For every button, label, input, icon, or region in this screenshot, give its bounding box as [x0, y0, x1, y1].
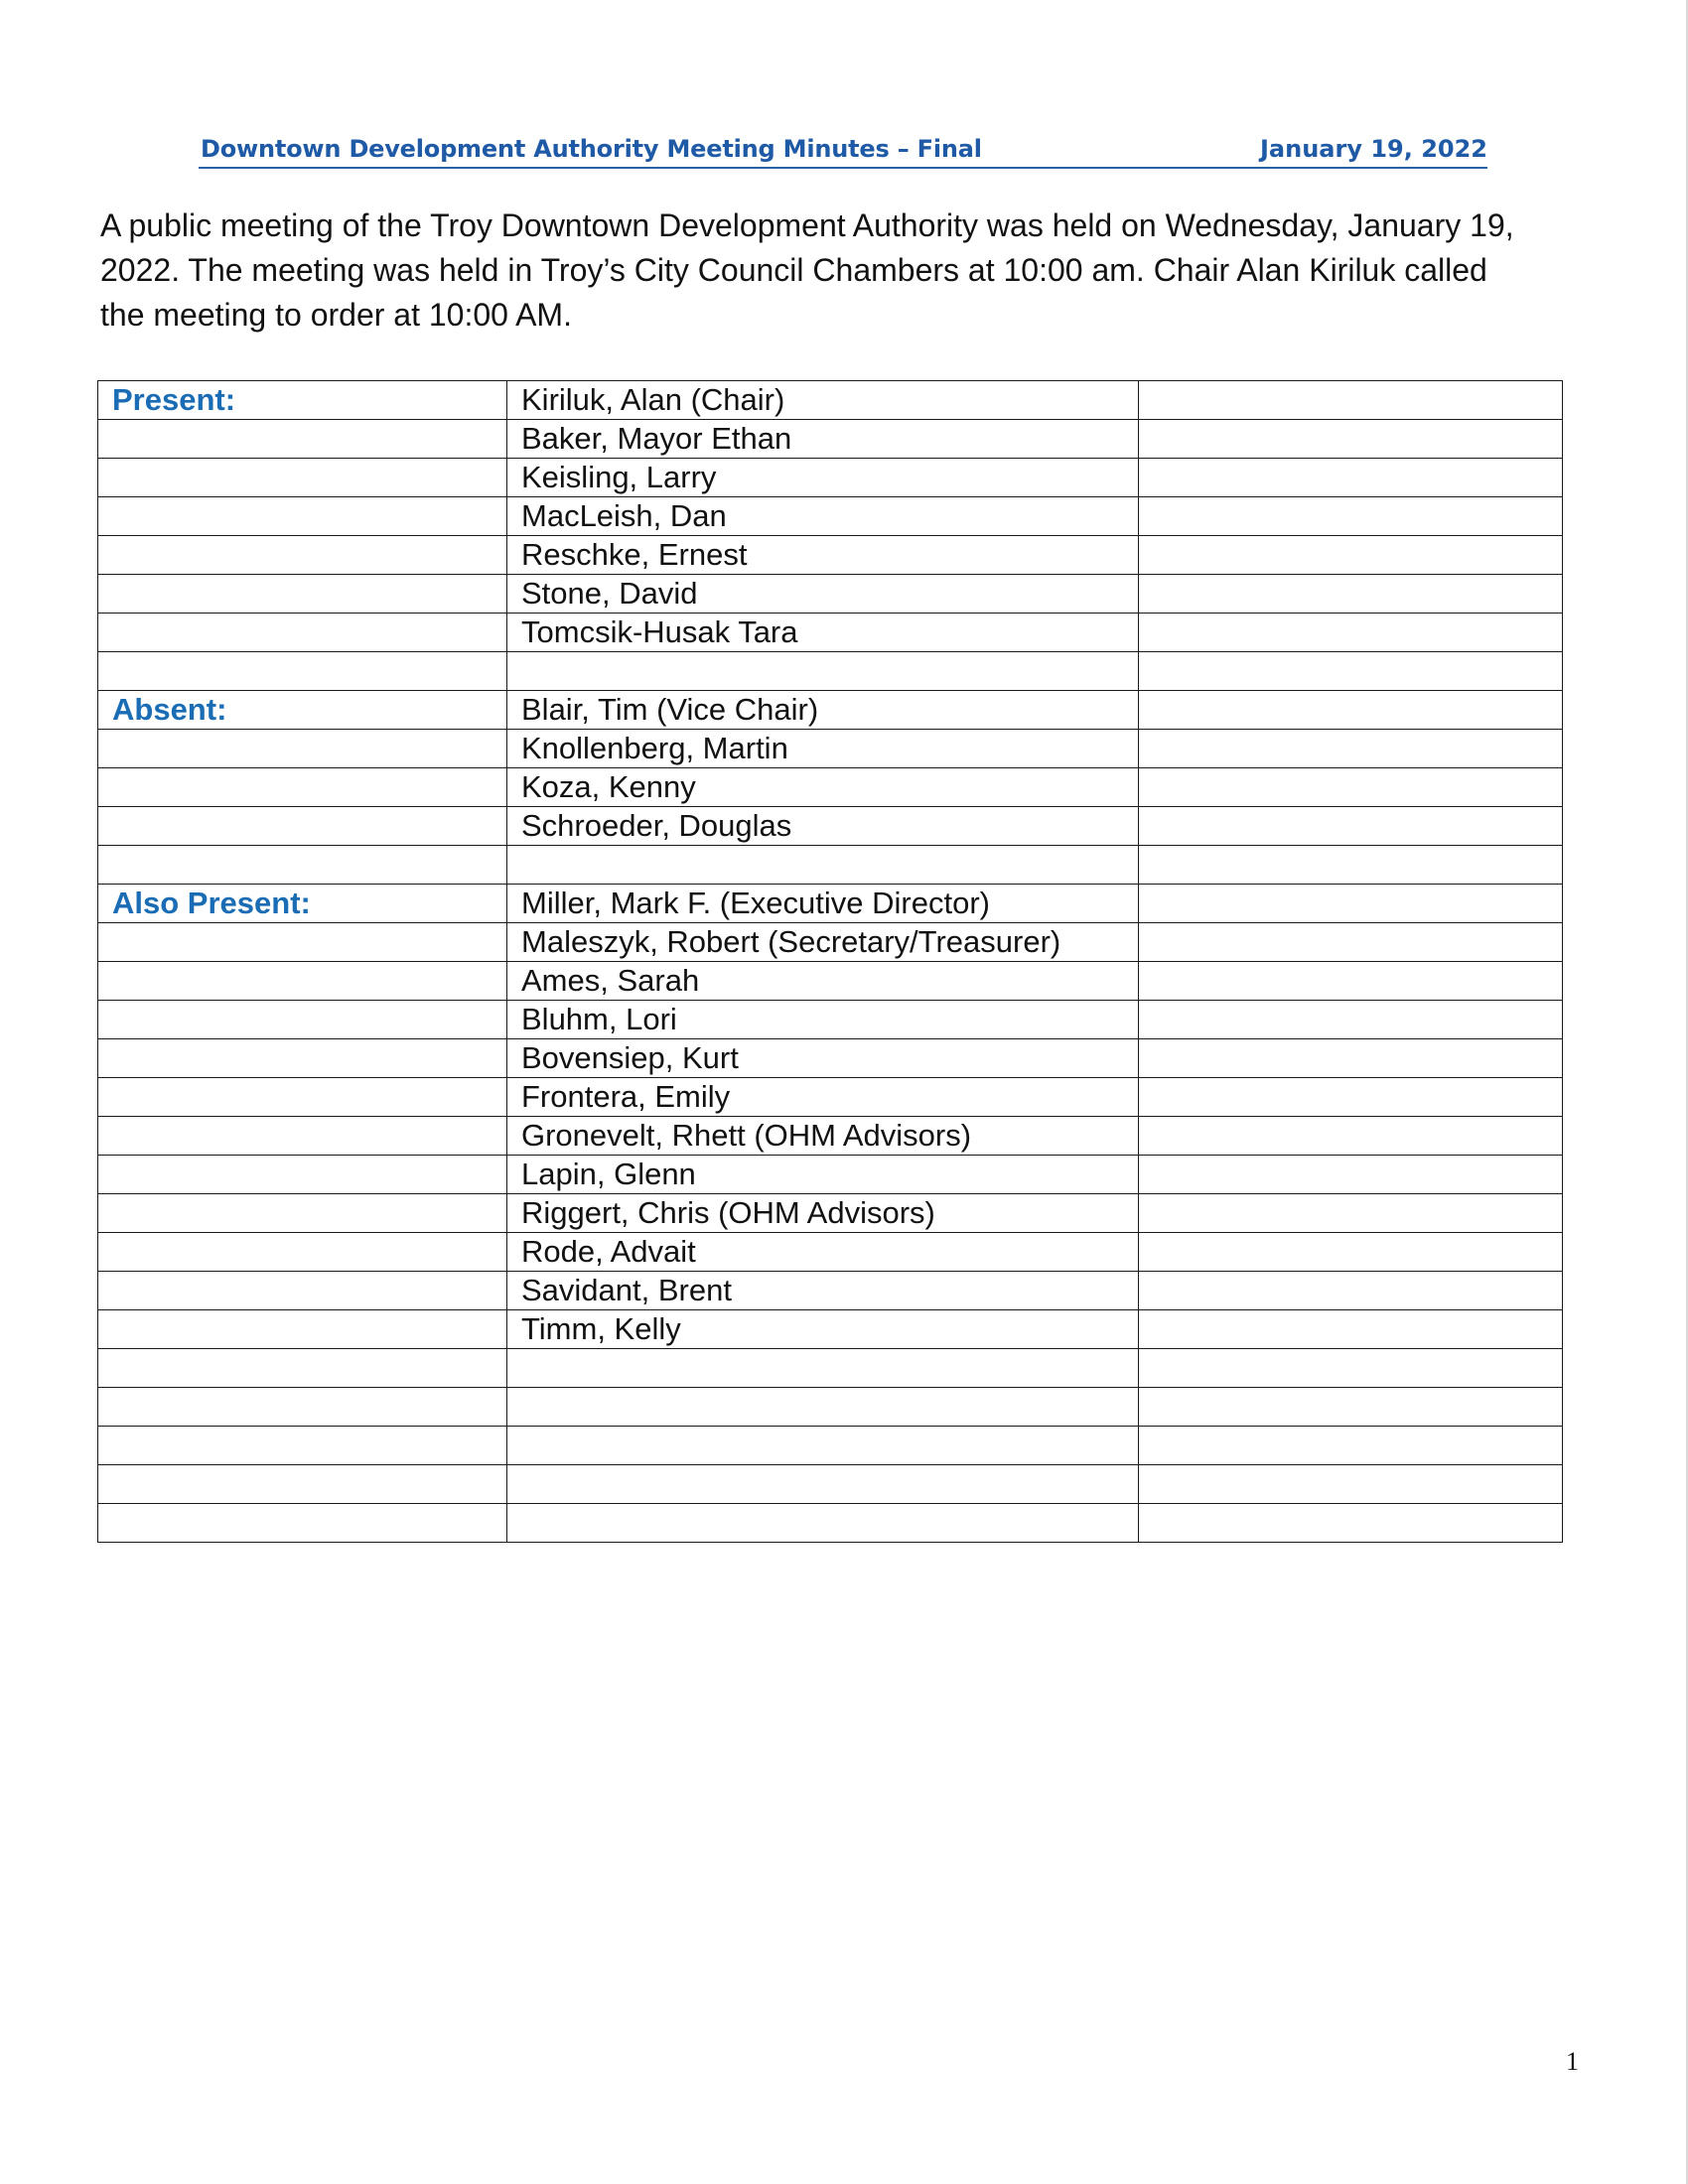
empty-cell	[1139, 459, 1563, 497]
empty-cell	[1139, 1504, 1563, 1543]
table-row	[98, 1001, 1563, 1039]
table-row	[98, 497, 1563, 536]
empty-cell	[1139, 1194, 1563, 1233]
empty-cell	[1139, 1465, 1563, 1504]
attendee-name-cell	[507, 846, 1139, 885]
section-label-cell	[98, 1272, 507, 1310]
attendee-name-cell: Bluhm, Lori	[507, 1001, 1139, 1039]
attendee-name-cell: Reschke, Ernest	[507, 536, 1139, 575]
attendee-name-cell: Timm, Kelly	[507, 1310, 1139, 1349]
empty-cell	[1139, 1078, 1563, 1117]
table-row	[98, 381, 1563, 420]
empty-cell	[1139, 575, 1563, 614]
empty-cell	[1139, 1001, 1563, 1039]
section-label-cell	[98, 614, 507, 652]
section-label-cell	[98, 1117, 507, 1156]
attendee-name-cell	[507, 1465, 1139, 1504]
attendee-name-cell: Ames, Sarah	[507, 962, 1139, 1001]
attendee-name-cell: Baker, Mayor Ethan	[507, 420, 1139, 459]
attendee-name-cell: Frontera, Emily	[507, 1078, 1139, 1117]
attendee-name-cell: Schroeder, Douglas	[507, 807, 1139, 846]
empty-cell	[1139, 1427, 1563, 1465]
section-label-cell	[98, 1039, 507, 1078]
intro-line: A public meeting of the Troy Downtown Development Authority was held on Wednesday, January 19,	[100, 207, 1514, 243]
empty-cell	[1139, 1117, 1563, 1156]
attendee-name-cell: Riggert, Chris (OHM Advisors)	[507, 1194, 1139, 1233]
section-label-cell	[98, 652, 507, 691]
empty-cell	[1139, 1272, 1563, 1310]
section-label-cell	[98, 807, 507, 846]
table-row	[98, 691, 1563, 730]
empty-cell	[1139, 730, 1563, 768]
section-label-cell	[98, 730, 507, 768]
attendee-name-cell: Savidant, Brent	[507, 1272, 1139, 1310]
attendee-name-cell: Bovensiep, Kurt	[507, 1039, 1139, 1078]
table-row	[98, 420, 1563, 459]
section-label-cell: Absent:	[98, 691, 507, 730]
section-label-cell: Also Present:	[98, 885, 507, 923]
table-row	[98, 614, 1563, 652]
header-date: January 19, 2022	[1260, 135, 1487, 163]
table-row	[98, 962, 1563, 1001]
empty-cell	[1139, 1310, 1563, 1349]
empty-cell	[1139, 923, 1563, 962]
section-label-cell	[98, 420, 507, 459]
attendee-name-cell: Stone, David	[507, 575, 1139, 614]
table-row	[98, 1156, 1563, 1194]
empty-cell	[1139, 807, 1563, 846]
empty-cell	[1139, 1156, 1563, 1194]
empty-cell	[1139, 846, 1563, 885]
table-row	[98, 1349, 1563, 1388]
section-label-cell	[98, 768, 507, 807]
section-label-cell	[98, 536, 507, 575]
page-number: 1	[1566, 2047, 1579, 2076]
empty-cell	[1139, 614, 1563, 652]
empty-cell	[1139, 1233, 1563, 1272]
empty-cell	[1139, 652, 1563, 691]
empty-cell	[1139, 420, 1563, 459]
section-label-cell: Present:	[98, 381, 507, 420]
table-row	[98, 652, 1563, 691]
table-row	[98, 1388, 1563, 1427]
attendee-name-cell: Keisling, Larry	[507, 459, 1139, 497]
attendee-name-cell: Maleszyk, Robert (Secretary/Treasurer)	[507, 923, 1139, 962]
section-label-cell	[98, 1233, 507, 1272]
intro-paragraph	[100, 204, 1590, 338]
table-row	[98, 923, 1563, 962]
attendee-name-cell: Koza, Kenny	[507, 768, 1139, 807]
attendee-name-cell: MacLeish, Dan	[507, 497, 1139, 536]
empty-cell	[1139, 768, 1563, 807]
attendee-name-cell	[507, 1388, 1139, 1427]
table-row	[98, 1078, 1563, 1117]
table-row	[98, 1465, 1563, 1504]
attendee-name-cell: Lapin, Glenn	[507, 1156, 1139, 1194]
table-row	[98, 1504, 1563, 1543]
section-label-cell	[98, 1001, 507, 1039]
section-label-cell	[98, 1078, 507, 1117]
attendee-name-cell	[507, 1349, 1139, 1388]
empty-cell	[1139, 1388, 1563, 1427]
section-label-cell	[98, 962, 507, 1001]
table-row	[98, 885, 1563, 923]
section-label-cell	[98, 846, 507, 885]
table-row	[98, 1039, 1563, 1078]
section-label-cell	[98, 1156, 507, 1194]
table-row	[98, 730, 1563, 768]
section-label-cell	[98, 1388, 507, 1427]
section-label-cell	[98, 1310, 507, 1349]
attendee-name-cell: Blair, Tim (Vice Chair)	[507, 691, 1139, 730]
table-row	[98, 536, 1563, 575]
attendee-name-cell: Gronevelt, Rhett (OHM Advisors)	[507, 1117, 1139, 1156]
empty-cell	[1139, 381, 1563, 420]
empty-cell	[1139, 885, 1563, 923]
table-row	[98, 1194, 1563, 1233]
empty-cell	[1139, 691, 1563, 730]
section-label-cell	[98, 1349, 507, 1388]
empty-cell	[1139, 536, 1563, 575]
section-label-cell	[98, 1504, 507, 1543]
intro-line: the meeting to order at 10:00 AM.	[100, 297, 572, 333]
table-row	[98, 459, 1563, 497]
attendee-name-cell: Knollenberg, Martin	[507, 730, 1139, 768]
section-label-cell	[98, 1194, 507, 1233]
attendee-name-cell	[507, 1504, 1139, 1543]
section-label-cell	[98, 497, 507, 536]
attendee-name-cell: Tomcsik-Husak Tara	[507, 614, 1139, 652]
empty-cell	[1139, 1039, 1563, 1078]
attendee-name-cell: Miller, Mark F. (Executive Director)	[507, 885, 1139, 923]
table-row	[98, 1427, 1563, 1465]
table-row	[98, 1117, 1563, 1156]
section-label-cell	[98, 1427, 507, 1465]
attendee-name-cell: Rode, Advait	[507, 1233, 1139, 1272]
empty-cell	[1139, 497, 1563, 536]
document-header	[199, 135, 1487, 169]
attendance-table-body	[98, 381, 1563, 1543]
section-label-cell	[98, 575, 507, 614]
table-row	[98, 807, 1563, 846]
table-row	[98, 1272, 1563, 1310]
attendance-table	[97, 380, 1563, 1543]
empty-cell	[1139, 1349, 1563, 1388]
table-row	[98, 768, 1563, 807]
attendee-name-cell: Kiriluk, Alan (Chair)	[507, 381, 1139, 420]
header-title: Downtown Development Authority Meeting Minutes – Final	[201, 135, 982, 163]
attendee-name-cell	[507, 652, 1139, 691]
empty-cell	[1139, 962, 1563, 1001]
section-label-cell	[98, 1465, 507, 1504]
section-label-cell	[98, 459, 507, 497]
intro-line: 2022. The meeting was held in Troy’s City Council Chambers at 10:00 am. Chair Alan Kiriluk called	[100, 252, 1487, 288]
attendee-name-cell	[507, 1427, 1139, 1465]
table-row	[98, 1233, 1563, 1272]
table-row	[98, 846, 1563, 885]
table-row	[98, 575, 1563, 614]
section-label-cell	[98, 923, 507, 962]
table-row	[98, 1310, 1563, 1349]
